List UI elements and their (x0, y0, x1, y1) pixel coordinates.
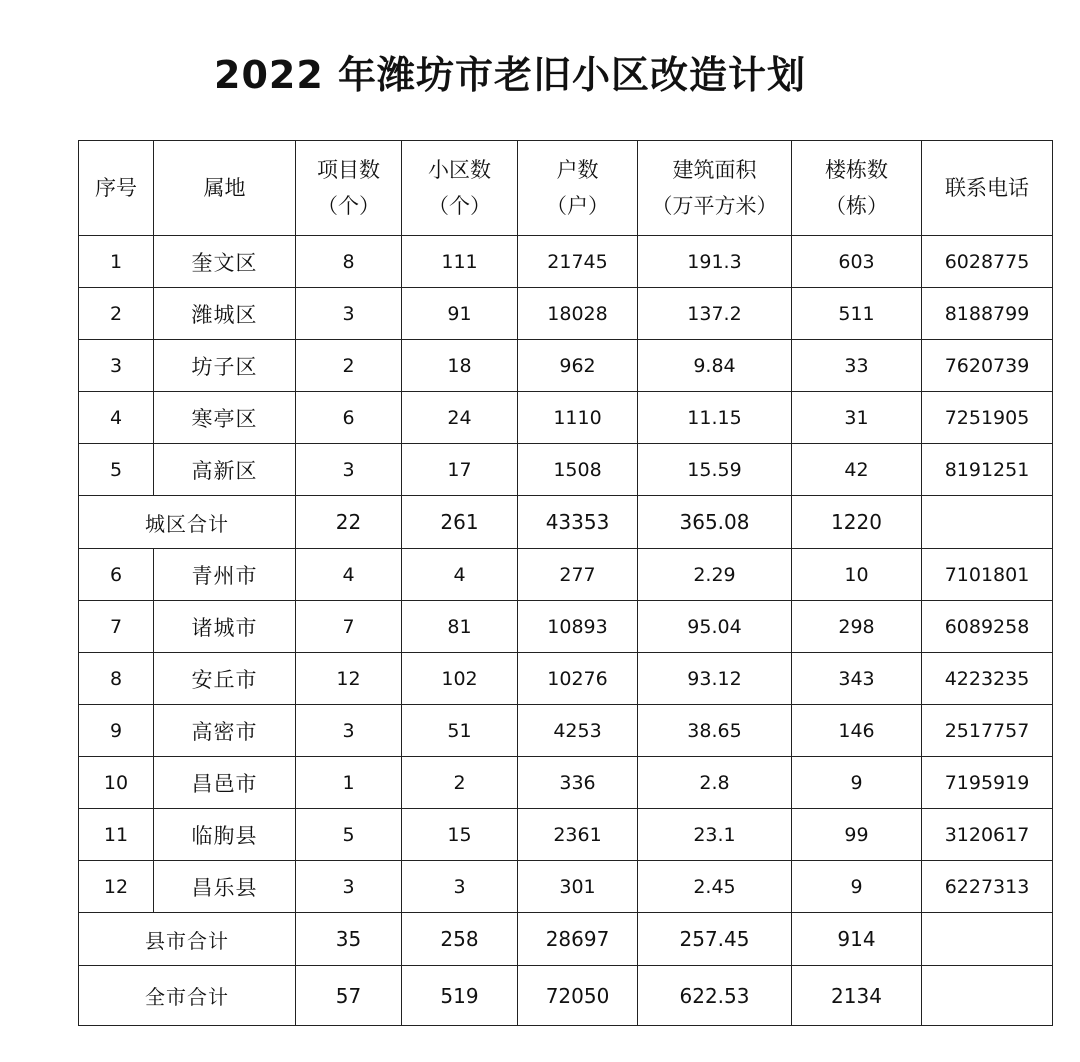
cell-no: 11 (79, 809, 154, 861)
cell-building-area: 257.45 (638, 913, 792, 966)
total-label: 城区合计 (79, 496, 296, 549)
cell-phone: 6028775 (922, 236, 1053, 288)
cell-building-area: 38.65 (638, 705, 792, 757)
cell-projects: 1 (296, 757, 402, 809)
cell-buildings: 9 (792, 861, 922, 913)
city-total-row (79, 496, 1053, 549)
county-total-row (79, 913, 1053, 966)
cell-buildings: 99 (792, 809, 922, 861)
cell-phone: 4223235 (922, 653, 1053, 705)
table-row (79, 444, 1053, 496)
cell-households: 1110 (518, 392, 638, 444)
cell-no: 3 (79, 340, 154, 392)
cell-area: 坊子区 (154, 340, 296, 392)
cell-communities: 24 (402, 392, 518, 444)
header-building-area: 建筑面积 （万平方米） (638, 141, 792, 236)
cell-projects: 57 (296, 966, 402, 1026)
total-label: 县市合计 (79, 913, 296, 966)
cell-projects: 12 (296, 653, 402, 705)
cell-households: 2361 (518, 809, 638, 861)
cell-projects: 7 (296, 601, 402, 653)
cell-no: 9 (79, 705, 154, 757)
cell-projects: 3 (296, 444, 402, 496)
cell-phone: 8188799 (922, 288, 1053, 340)
cell-building-area: 365.08 (638, 496, 792, 549)
cell-projects: 3 (296, 861, 402, 913)
cell-building-area: 622.53 (638, 966, 792, 1026)
cell-phone: 6089258 (922, 601, 1053, 653)
cell-building-area: 191.3 (638, 236, 792, 288)
cell-projects: 2 (296, 340, 402, 392)
cell-households: 962 (518, 340, 638, 392)
cell-phone: 7620739 (922, 340, 1053, 392)
cell-building-area: 95.04 (638, 601, 792, 653)
cell-communities: 17 (402, 444, 518, 496)
cell-phone: 2517757 (922, 705, 1053, 757)
header-projects: 项目数 （个） (296, 141, 402, 236)
cell-phone: 6227313 (922, 861, 1053, 913)
cell-buildings: 146 (792, 705, 922, 757)
cell-building-area: 23.1 (638, 809, 792, 861)
cell-households: 28697 (518, 913, 638, 966)
header-no: 序号 (79, 141, 154, 236)
cell-no: 1 (79, 236, 154, 288)
cell-households: 301 (518, 861, 638, 913)
renovation-plan-table (78, 140, 1053, 1026)
cell-phone: 7251905 (922, 392, 1053, 444)
page-title: 2022 年潍坊市老旧小区改造计划 (214, 53, 806, 97)
header-buildings: 楼栋数 （栋） (792, 141, 922, 236)
table-header-row (79, 141, 1053, 236)
cell-no: 7 (79, 601, 154, 653)
cell-communities: 91 (402, 288, 518, 340)
header-phone: 联系电话 (922, 141, 1053, 236)
cell-phone (922, 966, 1053, 1026)
cell-households: 1508 (518, 444, 638, 496)
cell-households: 10893 (518, 601, 638, 653)
cell-area: 昌乐县 (154, 861, 296, 913)
table-row (79, 288, 1053, 340)
cell-area: 诸城市 (154, 601, 296, 653)
cell-projects: 3 (296, 288, 402, 340)
cell-no: 4 (79, 392, 154, 444)
table-row (79, 757, 1053, 809)
cell-phone (922, 913, 1053, 966)
cell-no: 10 (79, 757, 154, 809)
cell-buildings: 33 (792, 340, 922, 392)
cell-households: 21745 (518, 236, 638, 288)
cell-households: 4253 (518, 705, 638, 757)
cell-area: 青州市 (154, 549, 296, 601)
cell-communities: 51 (402, 705, 518, 757)
cell-buildings: 511 (792, 288, 922, 340)
cell-building-area: 2.29 (638, 549, 792, 601)
header-communities: 小区数 （个） (402, 141, 518, 236)
cell-building-area: 93.12 (638, 653, 792, 705)
cell-projects: 8 (296, 236, 402, 288)
cell-phone: 7101801 (922, 549, 1053, 601)
cell-projects: 4 (296, 549, 402, 601)
cell-communities: 18 (402, 340, 518, 392)
cell-communities: 15 (402, 809, 518, 861)
cell-households: 277 (518, 549, 638, 601)
cell-projects: 5 (296, 809, 402, 861)
cell-communities: 3 (402, 861, 518, 913)
cell-building-area: 137.2 (638, 288, 792, 340)
cell-buildings: 1220 (792, 496, 922, 549)
cell-households: 336 (518, 757, 638, 809)
cell-phone: 3120617 (922, 809, 1053, 861)
cell-buildings: 914 (792, 913, 922, 966)
cell-households: 10276 (518, 653, 638, 705)
cell-communities: 261 (402, 496, 518, 549)
cell-area: 高新区 (154, 444, 296, 496)
grand-total-row (79, 966, 1053, 1026)
cell-projects: 22 (296, 496, 402, 549)
cell-building-area: 9.84 (638, 340, 792, 392)
cell-buildings: 31 (792, 392, 922, 444)
cell-no: 12 (79, 861, 154, 913)
cell-buildings: 10 (792, 549, 922, 601)
cell-area: 潍城区 (154, 288, 296, 340)
cell-area: 安丘市 (154, 653, 296, 705)
table-row (79, 601, 1053, 653)
table-row (79, 809, 1053, 861)
cell-no: 6 (79, 549, 154, 601)
cell-communities: 258 (402, 913, 518, 966)
cell-communities: 81 (402, 601, 518, 653)
cell-phone (922, 496, 1053, 549)
cell-projects: 35 (296, 913, 402, 966)
cell-communities: 4 (402, 549, 518, 601)
table-row (79, 549, 1053, 601)
cell-buildings: 9 (792, 757, 922, 809)
cell-area: 寒亭区 (154, 392, 296, 444)
header-households: 户数 （户） (518, 141, 638, 236)
table-row (79, 392, 1053, 444)
cell-communities: 2 (402, 757, 518, 809)
cell-communities: 102 (402, 653, 518, 705)
total-label: 全市合计 (79, 966, 296, 1026)
cell-no: 5 (79, 444, 154, 496)
cell-phone: 7195919 (922, 757, 1053, 809)
cell-projects: 6 (296, 392, 402, 444)
cell-buildings: 42 (792, 444, 922, 496)
cell-building-area: 15.59 (638, 444, 792, 496)
cell-building-area: 2.8 (638, 757, 792, 809)
cell-no: 2 (79, 288, 154, 340)
cell-communities: 111 (402, 236, 518, 288)
header-area: 属地 (154, 141, 296, 236)
cell-buildings: 343 (792, 653, 922, 705)
table-row (79, 236, 1053, 288)
cell-buildings: 2134 (792, 966, 922, 1026)
cell-households: 43353 (518, 496, 638, 549)
table-row (79, 653, 1053, 705)
cell-projects: 3 (296, 705, 402, 757)
cell-communities: 519 (402, 966, 518, 1026)
cell-buildings: 603 (792, 236, 922, 288)
cell-buildings: 298 (792, 601, 922, 653)
table-row (79, 340, 1053, 392)
cell-building-area: 2.45 (638, 861, 792, 913)
cell-phone: 8191251 (922, 444, 1053, 496)
cell-area: 昌邑市 (154, 757, 296, 809)
table-row (79, 705, 1053, 757)
table-row (79, 861, 1053, 913)
cell-area: 高密市 (154, 705, 296, 757)
cell-households: 18028 (518, 288, 638, 340)
cell-households: 72050 (518, 966, 638, 1026)
cell-no: 8 (79, 653, 154, 705)
cell-building-area: 11.15 (638, 392, 792, 444)
cell-area: 奎文区 (154, 236, 296, 288)
cell-area: 临朐县 (154, 809, 296, 861)
